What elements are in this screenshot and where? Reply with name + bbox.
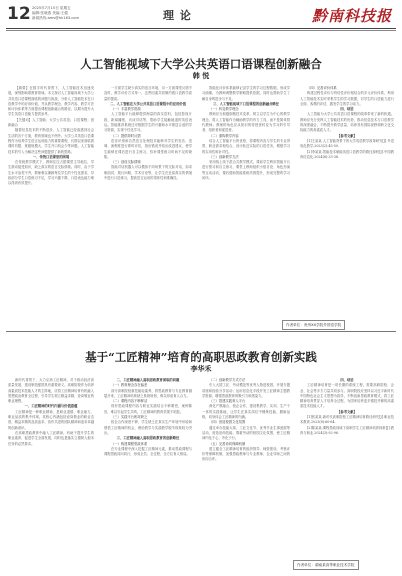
paragraph: 工匠精神培育是一项长期的系统工程，需要高职院校、企业、社会等多方力量共同参与。高职院校应坚持以习近平新时代中国特色社会主义思想为指导，不断创新思政教育模式，将工匠精神培育贯穿人才培养全过程，为国家培养更多德技并修的高素质技术技能人才。 (300, 383, 394, 409)
paragraph: （四）营造校园文化氛围 (209, 420, 246, 425)
page-number: 12 (7, 4, 31, 24)
paragraph: [2]陈某某.课程思政视域下高职学生工匠精神培养探析[J].教育与职业,2024(3):92-96. (300, 425, 394, 435)
paragraph: 【关键词】人工智能；大学公共英语；口语课程；创新融合 (8, 117, 94, 128)
article2-author: 李华禾 (190, 364, 212, 373)
article-divider (6, 331, 396, 332)
paragraph: （三）创新教学方法 (209, 154, 239, 159)
paragraph: （一）丰富教学资源 (111, 107, 141, 112)
section-heading: 二、人工智能在大学公共英语口语课程中的应用价值 (110, 101, 186, 106)
issue-editors: 编辑:张晓燕 美编:王健 (32, 11, 68, 15)
paragraph: 人工智能为大学公共英语口语课程的改革带来了新的机遇。教师应充分发挥人工智能技术的优势，推动信息技术与口语教学的深度融合，不断提升教学质量，培养具有国际视野和跨文化交际能力的高素质人才。 (300, 112, 394, 133)
article1-column-4 (300, 86, 394, 314)
section-heading: 三、人工智能视域下口语课程的创新融合路径 (213, 101, 279, 106)
issue-hotline: 新闻热线:ams@hh163.com (32, 16, 79, 20)
paragraph: 在高职思政教育中融入工匠精神，有助于提升学生的职业素养，促进学生全面发展，同时也是落实立德树人根本任务的必然要求。 (8, 430, 94, 446)
paragraph: 构建过程性评价与终结性评价相结合的多元评价体系，利用人工智能技术实时采集学生的学习数据，对学生的口语能力进行全面、客观的评估，激发学生的学习动力。 (300, 91, 394, 106)
section-heading: 四、结语 (340, 107, 354, 112)
paragraph: （三）创设交际情境 (111, 160, 141, 165)
paragraph: （四）完善评价体系 (307, 86, 337, 90)
article1-title: 人工智能视域下大学公共英语口语课程创新融合 (80, 57, 322, 71)
paragraph: 部分高职院校重技能轻素养，将思政教育与专业教育割裂开来，工匠精神培育缺乏系统规划，难以形成育人合力。 (104, 388, 192, 398)
paragraph: 校企合作深度不够，学生缺乏在真实生产环境中体验和感悟工匠精神的机会，理论教学与实践教学脱节现象较为突出。 (104, 420, 192, 435)
paragraph: （一）教育理念存在偏差 (111, 383, 148, 388)
paragraph: 在传统教学模式下，教师往往占据课堂主导地位，学生被动接受知识，缺乏真实的语言交际情境。同时，由于学生水平参差不齐，教师难以兼顾每位学生的个性化需求，导致部分学生口语练习不足，学习兴趣下降，口语表达能力难以得到有效提升。 (8, 160, 94, 186)
paragraph: （二）重构教学内容 (209, 133, 239, 138)
article2-column-1 (8, 378, 94, 568)
header-rule (6, 28, 396, 29)
paragraph: 结合人工智能平台的优势，将课程内容与学生的专业背景、职业需求相结合，设计贴近实际的口语任务，增强学习的实用性和针对性。 (202, 138, 290, 154)
paragraph: （二）提供即时反馈 (111, 133, 141, 138)
paragraph: （五）完善协同保障机制 (209, 441, 246, 446)
issue-date: 2025年7月15日 星期五 (32, 6, 71, 10)
paragraph: 智能化评价体系能够记录学生的学习过程数据，形成学习画像，为教师调整教学策略提供依据，同时也帮助学生了解自身的进步与不足。 (202, 86, 290, 101)
paragraph: 随着信息技术的不断进步，人工智能已经渗透到社会生活的各个方面，教育领域也不例外。大学公共英语口语课程作为培养学生语言运用能力的重要课程，长期以来面临着课时有限、班级规模大、学生开口机会少等问题。人工智能技术的引入为解决这些问题提供了新的思路。 (8, 128, 94, 154)
section-title: 理 论 (163, 9, 192, 22)
page-header (0, 0, 402, 30)
paragraph: [1]张某某.新时代高职院校工匠精神培育路径研究[J].职业技术教育,2023(8):60-64. (300, 415, 394, 425)
paragraph: 在专业课程中深入挖掘工匠精神元素，推动思政课程与课程思政同向同行，形成全员、全过程、全方位育人格局。 (104, 446, 192, 457)
section-heading: 一、传统口语课堂的困境 (32, 154, 70, 159)
section-heading: 四、结语 (340, 378, 354, 382)
paragraph: 现有思政课程内容与职业实践结合不够紧密，案例陈旧，难以引起学生共鸣，工匠精神的教育效果不明显。 (104, 404, 192, 414)
section-heading: 【参考文献】 (337, 409, 357, 414)
header-rule-thin (6, 30, 396, 31)
paragraph: 新时代背景下，大力弘扬工匠精神，对于推动经济高质量发展、建设制造强国具有重要意义。高职院校作为培养高素质技术技能人才的主阵地，应将工匠精神培育有机融入思想政治教育全过程，引导学生树立精益求精、爱岗敬业的职业理想。 (8, 378, 94, 404)
issue-meta (32, 6, 79, 21)
article2-author-unit: 作者单位：湖南某高等职业技术学院 (293, 560, 359, 570)
newspaper-masthead: 黔南科技报 (311, 7, 392, 25)
paragraph: （二）创新教学方式方法 (209, 378, 246, 382)
section-heading: 三、工匠精神融入高职思政教育的创新路径 (116, 436, 180, 441)
paragraph: 工匠精神是一种职业精神，是职业道德、职业能力、职业品质的集中体现。其核心内涵包括爱岗敬业的职业态度、精益求精的品质追求、协作共进的团队精神和追求卓越的创新意识。 (8, 409, 94, 430)
paragraph: （二）课程内容不够鲜活 (111, 399, 148, 404)
article1-column-3 (202, 86, 290, 318)
paragraph: （一）转变教学理念 (209, 107, 239, 112)
section-heading: 一、工匠精神的时代内涵与价值意蕴 (24, 404, 78, 409)
article1-author-unit: 作者单位：贵州XX学院外国语学院 (282, 320, 345, 330)
paragraph: 人工智能平台能够提供海量的真实语料，包括影视片段、新闻播报、访谈对话等，帮助学生接触地道的英语表达。智能推荐系统还可根据学生的兴趣和水平推送合适的学习资源，实现个性化学习。 (104, 112, 192, 133)
paragraph: 通过举办技能大赛、工匠文化节、优秀毕业生事迹展等活动，营造崇尚技能、尊重劳动的校园文化氛围，使工匠精神内化于心、外化于行。 (202, 425, 290, 441)
paragraph: （三）实践平台相对缺乏 (111, 415, 148, 420)
paragraph: 一方面学生缺少真实的语言环境，另一方面课堂反馈不及时，教学评价方式单一，这些因素共同制约着口语教学质量的提高。 (104, 86, 192, 101)
article1-column-2 (104, 86, 192, 318)
paragraph: [2]李某某.智能技术赋能英语口语教学的路径探析[J].中国教育信息化,2024(6):33-38. (300, 149, 394, 159)
section-heading: 【参考文献】 (337, 133, 357, 138)
article2-title: 基于“工匠精神”培育的高职思政教育创新实践 (85, 350, 317, 364)
section-heading: 二、工匠精神融入高职思政教育面临的问题 (116, 378, 180, 382)
paragraph: 采用线上线下混合式教学模式，课前学生利用智能平台进行预习和自主练习，课堂上教师组织小组讨论、角色扮演等互动活动，课后借助智能系统巩固提升，形成完整的学习闭环。 (202, 160, 290, 181)
paragraph: [1]王某某.人工智能背景下的大学英语教学改革研究[J].外语电化教学,2023(2):45-50. (300, 138, 394, 149)
article2-column-2 (104, 378, 192, 568)
article1-author: 韩 悦 (192, 71, 210, 80)
paragraph: 引入大国工匠、劳动模范等优秀人物进校园，开展专题讲座和经验分享活动；运用信息化手段开发工匠精神主题教学资源，增强思政教育的吸引力和感染力。 (202, 383, 290, 398)
paragraph: 教师应当积极拥抱技术变革，树立以学生为中心的教学理念，将人工智能作为辅助教学的有力工具，而不是简单替代教师。教师的角色应从知识的传授者转变为学习的引导者、组织者和促进者。 (202, 112, 290, 133)
paragraph: 语音识别和自然语言处理技术能够对学生的发音、语调、流利度进行即时评估，指出错误并给出改进建议，使学生能够在课后进行自主练习，弥补课堂练习时间不足的缺陷。 (104, 138, 192, 159)
article1-column-1 (8, 86, 94, 318)
paragraph: （三）搭建实践育人平台 (209, 399, 246, 404)
paragraph: 深化产教融合、校企合作，建设集教学、实训、生产于一体的实践基地，让学生在真实岗位中锤炼技能、磨砺品格，切身体会工匠精神的内涵。 (202, 404, 290, 420)
paragraph: 建立健全工匠精神培育的组织领导、师资建设、考核评价等保障机制，加强思政教师与专业教师、企业导师之间的协同合作。 (202, 446, 290, 462)
article2-column-3 (202, 378, 290, 568)
article2-column-4 (300, 378, 394, 556)
paragraph: 智能对话机器人可以模拟不同场景下的交际对话，如求职面试、旅行问路、学术讨论等，让学生在近似真实的情境中进行口语练习，提高语言运用的得体性和准确性。 (104, 165, 192, 181)
paragraph: 【摘要】在数字时代背景下，人工智能技术迅速发展，深刻影响着教育领域。本文探讨人工智能视域下大学公共英语口语课程面临的问题与挑战，分析人工智能技术在口语教学中的应用价值，并从教学理念、教学内容、教学方法和评价体系等方面提出课程创新融合的路径，以期为提升大学生英语口语能力提供参考。 (8, 86, 94, 117)
paragraph: （一）构建课程思政体系 (111, 441, 148, 446)
